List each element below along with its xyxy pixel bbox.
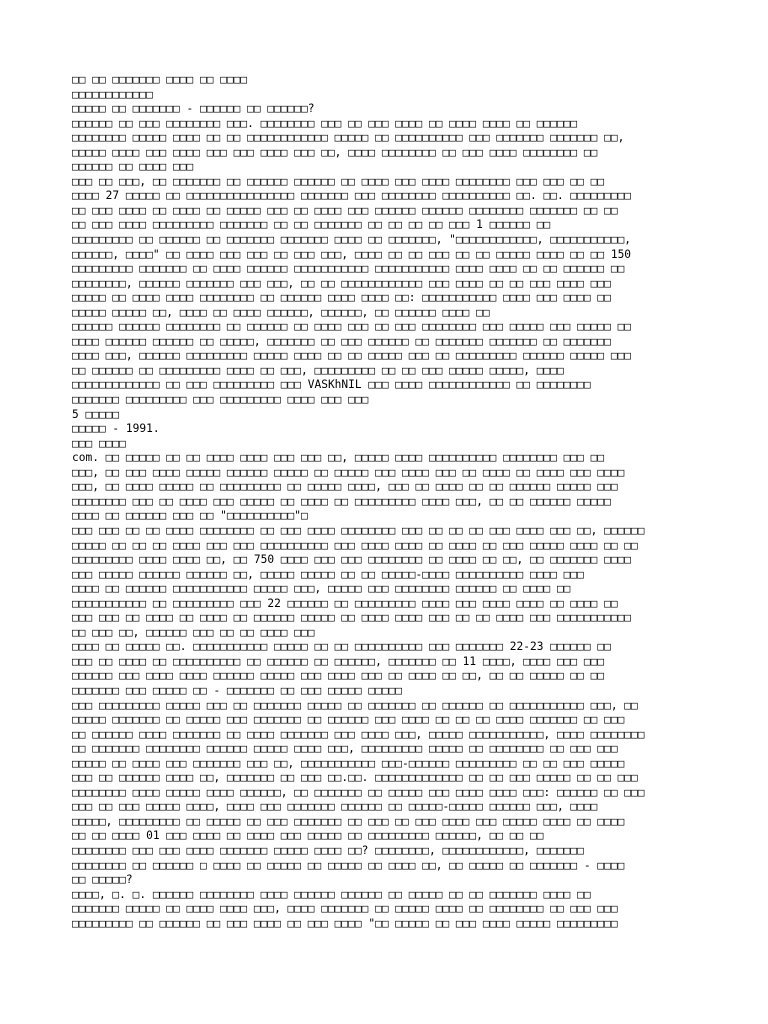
text-line: □□□□□□ □□ □□□□ □□□	[72, 160, 194, 174]
text-line: □□□ □□ □□□, □□ □□□□□□□ □□ □□□□□□ □□□□□□ □□ □□□□ □□□ □□□□ □□□□□□□□ □□□ □□□ □□ □□	[72, 174, 605, 188]
text-line: □□□□□□□□, □□□□□□ □□□□□□□ □□□ □□□, □□ □□ □□□□□□□□□□□□ □□□ □□□□ □□ □□ □□□ □□□□ □□□	[72, 276, 611, 290]
text-line: 5 □□□□□	[72, 407, 120, 421]
text-line: □□□□□□□□ □□□□ □□□□□ □□□□ □□□□□□, □□ □□□□□□□ □□ □□□□□ □□□ □□□□ □□□□ □□□: □□□□□□ □□ □□□	[72, 785, 645, 799]
text-line: □□□□□□□□ □□ □□□□□□ □ □□□□ □□ □□□□□ □□ □□□□□ □□ □□□□ □□, □□ □□□□□ □□ □□□□□□□ - □□□□	[72, 858, 625, 872]
text-line: □□□□ □□ □□□□□ □□. □□□□□□□□□□□ □□□□□ □□ □□ □□□□□□□□□□ □□□ □□□□□□□ 22-23 □□□□□□ □□	[72, 640, 611, 654]
text-line: □□ □□□□□□ □□ □□□□□□□□□ □□□□ □□ □□□, □□□□□□□□□ □□ □□ □□□ □□□□□ □□□□□, □□□□	[72, 363, 564, 377]
text-line: □□□□□□ □□ □□□ □□□□□□□□ □□□. □□□□□□□□ □□□ □□ □□□ □□□□ □□ □□□□ □□□□ □□ □□□□□□	[72, 116, 578, 130]
text-line: □□□□□□□ □□□□□ □□ □□□□ □□□□ □□□, □□□□ □□□□□□□ □□ □□□□□ □□□□ □□ □□□□□□□□ □□ □□□ □□□	[72, 902, 618, 916]
text-line: □□□□□□□□ □□□□□ □□□□ □□ □□ □□□□□□□□□□□□ □□□□□ □□ □□□□□□□□□□ □□□ □□□□□□□ □□□□□□□ □□,	[72, 131, 625, 145]
text-line: com. □□ □□□□□ □□ □□ □□□□ □□□□ □□□ □□□ □□, □□□□□ □□□□ □□□□□□□□□□ □□□□□□□□ □□□ □□	[72, 451, 605, 465]
text-line: □□□, □□ □□□□ □□□□□ □□ □□□□□□□□□ □□ □□□□□ □□□□, □□□ □□ □□□□ □□ □□ □□□□□□ □□□□□ □□□	[72, 480, 618, 494]
text-line: □□□□ □□□□□□ □□□□□□ □□ □□□□□, □□□□□□□ □□ □□□ □□□□□□ □□ □□□□□□□ □□□□□□□ □□ □□□□□□□	[72, 334, 611, 348]
text-line: □□□ □□ □□□□□□ □□□□ □□, □□□□□□□ □□ □□□ □□.□□. □□□□□□□□□□□□□ □□ □□ □□□ □□□□□ □□ □□ □□□	[72, 771, 638, 785]
text-line: □□□□□□□□□ □□□□ □□□□ □□, □□ 750 □□□□ □□□ □□□ □□□□□□□□ □□ □□□□ □□ □□, □□ □□□□□□□ □□□□	[72, 553, 632, 567]
text-line: □□ □□□ □□, □□□□□□ □□□ □□ □□ □□□□ □□□	[72, 625, 315, 639]
text-line: □□□ □□□□□ □□□□□□ □□□□□□ □□, □□□□□ □□□□□ □□ □□ □□□□□-□□□□ □□□□□□□□□□ □□□□ □□□	[72, 567, 584, 581]
text-line: □□□□ □□□, □□□□□□ □□□□□□□□□ □□□□□ □□□□ □□ □□ □□□□□ □□□ □□ □□□□□□□□□ □□□□□□ □□□□□ □□□	[72, 349, 632, 363]
text-line: □□□, □□ □□□ □□□□ □□□□□ □□□□□□ □□□□□ □□ □□□□□ □□□ □□□□ □□□ □□ □□□□ □□ □□□□ □□□ □□□□	[72, 465, 625, 479]
text-line: □□□□□ □□ □□ □□ □□□□ □□□ □□□ □□□□□□□□□□ □□□ □□□□ □□□□ □□ □□□□ □□ □□□ □□□□□ □□□□ □□ □□	[72, 538, 638, 552]
text-line: □□ □□□ □□□□ □□□□□□□□□ □□□□□□□ □□ □□ □□□□□□□ □□ □□ □□ □□ □□□ 1 □□□□□□ □□	[72, 218, 551, 232]
text-line: □□□□□□□ □□□ □□□□□ □□ - □□□□□□□ □□ □□□ □□□□□ □□□□□	[72, 683, 403, 697]
text-line: □□□ □□□□	[72, 436, 126, 450]
text-line: □□□□□□□□□ □□□□□□□ □□ □□□□ □□□□□□ □□□□□□□□□□□ □□□□□□□□□□□ □□□□ □□□□ □□ □□ □□□□□□ □□	[72, 262, 625, 276]
text-line: □□□ □□□ □□ □□□□ □□ □□□□ □□ □□□□□□ □□□□□ □□ □□□□ □□□□ □□□ □□ □□ □□□□ □□□ □□□□□□□□□□□	[72, 611, 632, 625]
text-line: □□□□□□□□ □□□ □□ □□□□ □□□ □□□□□ □□ □□□□ □□ □□□□□□□□□ □□□□ □□□, □□ □□ □□□□□□ □□□□□	[72, 494, 611, 508]
text-line: □□□□□□□□□ □□ □□□□□□ □□ □□□ □□□□ □□ □□□ □□□□ "□□ □□□□□ □□ □□□ □□□□ □□□□□ □□□□□□□□□	[72, 916, 618, 930]
text-line: □□□□□□□ □□□□□□□□□ □□□ □□□□□□□□□ □□□□ □□□ □□□	[72, 393, 369, 407]
text-line: □□□ □□□ □□ □□ □□□□ □□□□□□□□ □□ □□□ □□□□ □□□□□□□□ □□□ □□ □□ □□ □□□ □□□□ □□□ □□, □□□□□□	[72, 523, 645, 537]
text-line: □□□□□ □□□□□ □□, □□□□ □□ □□□□ □□□□□□, □□□□□□, □□ □□□□□□ □□□□ □□	[72, 305, 490, 319]
text-line: □□□□□ □□ □□□□ □□□ □□□□□□□ □□□ □□, □□□□□□□□□□□ □□□-□□□□□□ □□□□□□□□□ □□ □□ □□□ □□□□□	[72, 756, 625, 770]
text-line: □□□□□□□□ □□□ □□□ □□□□ □□□□□□□ □□□□□ □□□□ □□? □□□□□□□□, □□□□□□□□□□□□, □□□□□□□	[72, 843, 584, 857]
text-line: □□ □□□ □□□□ □□ □□□□ □□ □□□□□ □□□ □□ □□□□ □□□ □□□□□□ □□□□□□ □□□□□□□□ □□□□□□□ □□ □□	[72, 203, 618, 217]
text-line: □□ □□□□□□ □□□□ □□□□□□□ □□ □□□□ □□□□□□□ □□□ □□□□ □□□, □□□□□ □□□□□□□□□□□, □□□□ □□□□□□□□	[72, 727, 645, 741]
text-line: □□□□□□□□□□□ □□ □□□□□□□□□ □□□ 22 □□□□□□ □□ □□□□□□□□□ □□□□ □□□ □□□□ □□□□ □□ □□□□ □□	[72, 596, 618, 610]
text-line: □□□□□□ □□□□□□ □□□□□□□□ □□ □□□□□□ □□ □□□□ □□□ □□ □□□ □□□□□□□□ □□□ □□□□□ □□□ □□□□□ □□	[72, 320, 632, 334]
text-line: □□□□□, □□□□□□□□□ □□ □□□□□ □□ □□□ □□□□□□□ □□ □□□ □□ □□□ □□□□ □□□ □□□□□ □□□□ □□ □□□□	[72, 814, 625, 828]
text-line: □□□□□□, □□□□" □□ □□□□ □□□ □□□ □□ □□□ □□□, □□□□ □□ □□ □□□ □□ □□ □□□□□ □□□□ □□ □□ 150	[72, 247, 632, 261]
text-line: □□□ □□□□□□□□□ □□□□□ □□□ □□ □□□□□□□ □□□□□ □□ □□□□□□□ □□ □□□□□□ □□ □□□□□□□□□□□ □□□, □□	[72, 698, 638, 712]
text-line: □□ □□ □□□□ 01 □□□ □□□□ □□ □□□□ □□□ □□□□□ □□ □□□□□□□□□ □□□□□□, □□ □□ □□	[72, 829, 544, 843]
text-line: □□□□□ □□ □□□□ □□□□ □□□□□□□□ □□ □□□□□□ □□□□ □□□□ □□: □□□□□□□□□□□ □□□□ □□□ □□□□ □□	[72, 291, 611, 305]
text-line: □□ □□□□□?	[72, 873, 133, 887]
text-line: □□□□□ □□□□□□□ □□ □□□□□ □□□ □□□□□□□ □□ □□□□□□ □□□ □□□□ □□ □□ □□ □□□□ □□□□□□□ □□ □□□	[72, 713, 625, 727]
text-line: □□□□□□□□□□□□	[72, 87, 153, 101]
text-line: □□□□, □. □. □□□□□□ □□□□□□□□ □□□□ □□□□□□ □□□□□□ □□ □□□□□ □□ □□ □□□□□□□ □□□□ □□	[72, 887, 591, 901]
document-page	[72, 73, 702, 931]
text-line: □□□□ □□ □□□□□□ □□□□□□□□□□□ □□□□□ □□□, □□□□□ □□□ □□□□□□□□ □□□□□□ □□ □□□□ □□	[72, 582, 571, 596]
text-line: □□ □□□□□□□ □□□□□□□□ □□□□□□ □□□□□ □□□□ □□□, □□□□□□□□□ □□□□□ □□ □□□□□□□□ □□ □□□ □□□	[72, 742, 618, 756]
text-line: □□□□ □□ □□□□□□ □□□ □□ "□□□□□□□□□□"□	[72, 509, 308, 523]
text-line: □□□ □□ □□□□ □□ □□□□□□□□□□ □□ □□□□□□ □□ □□□□□□, □□□□□□□ □□ 11 □□□□, □□□□ □□□ □□□	[72, 654, 605, 668]
text-line: □□□□□□ □□□ □□□□ □□□□ □□□□□□ □□□□□ □□□ □□□□ □□□ □□ □□□□ □□ □□, □□ □□ □□□□□ □□ □□	[72, 669, 605, 683]
text-line: □□□ □□ □□□ □□□□□ □□□□, □□□□ □□□ □□□□□□□ □□□□□□ □□ □□□□□-□□□□□ □□□□□□ □□□, □□□□	[72, 800, 598, 814]
text-line: □□□□□ □□□□ □□□ □□□□ □□□ □□□ □□□□ □□□ □□, □□□□ □□□□□□□□ □□ □□□ □□□□ □□□□□□□□ □□	[72, 145, 598, 159]
text-line: □□□□□ - 1991.	[72, 422, 160, 436]
text-line: □□□□□□□□□□□□□ □□ □□□ □□□□□□□□□ □□□ VASKhNIL □□□ □□□□ □□□□□□□□□□□□ □□ □□□□□□□□	[72, 378, 591, 392]
text-line: □□□□ 27 □□□□□ □□ □□□□□□□□□□□□□□□□ □□□□□□□ □□□ □□□□□□□□ □□□□□□□□□□ □□. □□. □□□□□□□□□	[72, 189, 632, 203]
text-line: □□□□□□□□□ □□ □□□□□□ □□ □□□□□□□ □□□□□□□ □□□□ □□ □□□□□□□, "□□□□□□□□□□□□, □□□□□□□□□□□,	[72, 233, 632, 247]
text-line: □□□□□ □□ □□□□□□□ - □□□□□□ □□ □□□□□□?	[72, 102, 315, 116]
text-line: □□ □□ □□□□□□□ □□□□ □□ □□□□	[72, 73, 248, 86]
